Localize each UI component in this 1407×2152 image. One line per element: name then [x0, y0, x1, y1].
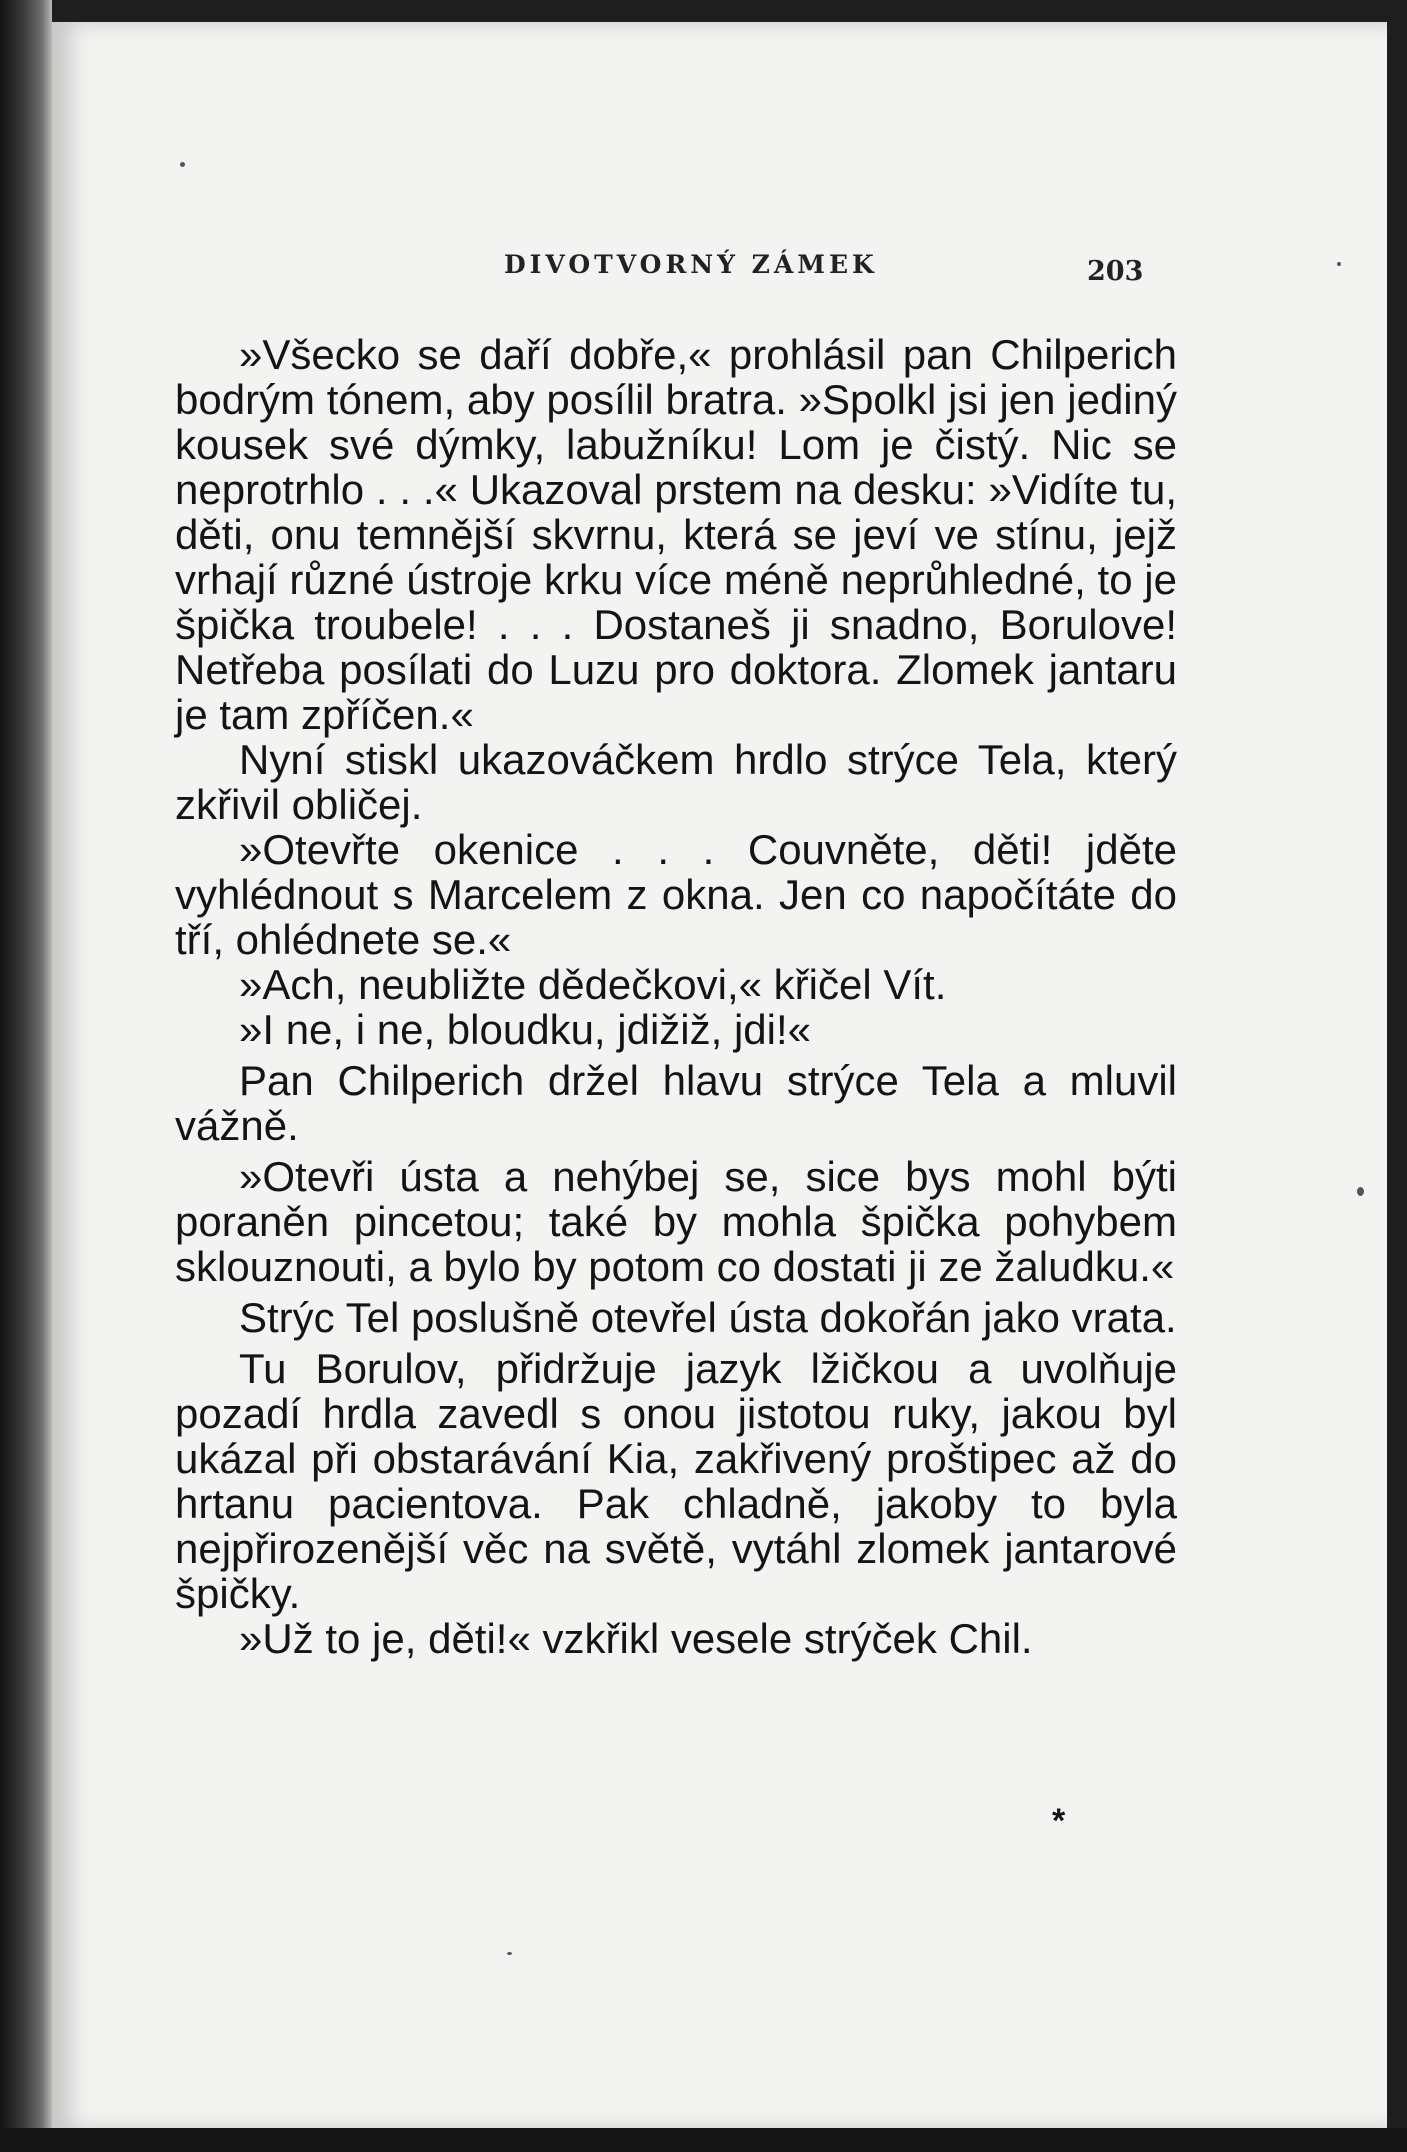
book-page — [52, 22, 1387, 2130]
paragraph: Nyní stiskl ukazováčkem hrdlo strýce Tela, který zkřivil obličej. — [175, 736, 1177, 828]
body-text — [175, 332, 1177, 1661]
paragraph: Strýc Tel poslušně otevřel ústa dokořán jako vrata. — [239, 1294, 1177, 1341]
paragraph: »I ne, i ne, bloudku, jdižiž, jdi!« — [239, 1006, 812, 1053]
paragraph: »Ach, neubližte dědečkovi,« křičel Vít. — [239, 961, 947, 1008]
paragraph: Tu Borulov, přidržuje jazyk lžičkou a uvolňuje pozadí hrdla zavedl s onou jistotou ruky, jakou byl ukázal při obstarávání Kia, zakřivený proštipec až do hrtanu pacientova. Pak chladně, jakoby to byla nejpřirozenější věc na světě, vytáhl zlomek jantarové špičky. — [175, 1345, 1177, 1617]
paragraph: »Už to je, děti!« vzkřikl vesele strýček Chil. — [239, 1615, 1033, 1662]
paragraph: »Otevři ústa a nehýbej se, sice bys mohl býti poraněn pincetou; také by mohla špička pohybem sklouznouti, a bylo by potom co dostati ji ze žaludku.« — [175, 1153, 1177, 1290]
paragraph: Pan Chilperich držel hlavu strýce Tela a mluvil vážně. — [175, 1057, 1177, 1149]
dust-speck — [507, 1952, 512, 1955]
section-mark: * — [1052, 1802, 1066, 1840]
dust-speck — [1357, 1187, 1364, 1196]
dust-speck — [180, 162, 185, 167]
paragraph: »Všecko se daří dobře,« prohlásil pan Chilperich bodrým tónem, aby posílil bratra. »Spolkl jsi jen jediný kousek své dýmky, labužníku! Lom je čistý. Nic se neprotrhlo . . .« Ukazoval prstem na desku: »Vidíte tu, děti, onu temnější skvrnu, která se jeví ve stínu, jejž vrhají různé ústroje krku více méně neprůhledné, to je špička troubele! . . . Dostaneš ji snadno, Borulove! Netřeba posílati do Luzu pro doktora. Zlomek jantaru je tam zpříčen.« — [175, 331, 1177, 738]
paragraph: »Otevřte okenice . . . Couvněte, děti! jděte vyhlédnout s Marcelem z okna. Jen co napočítáte do tří, ohlédnete se.« — [175, 826, 1177, 963]
page-number: 203 — [1087, 256, 1144, 287]
scan-edge — [0, 2128, 1407, 2152]
running-title: DIVOTVORNÝ ZÁMEK — [504, 250, 878, 279]
dust-speck — [1337, 262, 1341, 266]
book-gutter — [0, 0, 52, 2152]
